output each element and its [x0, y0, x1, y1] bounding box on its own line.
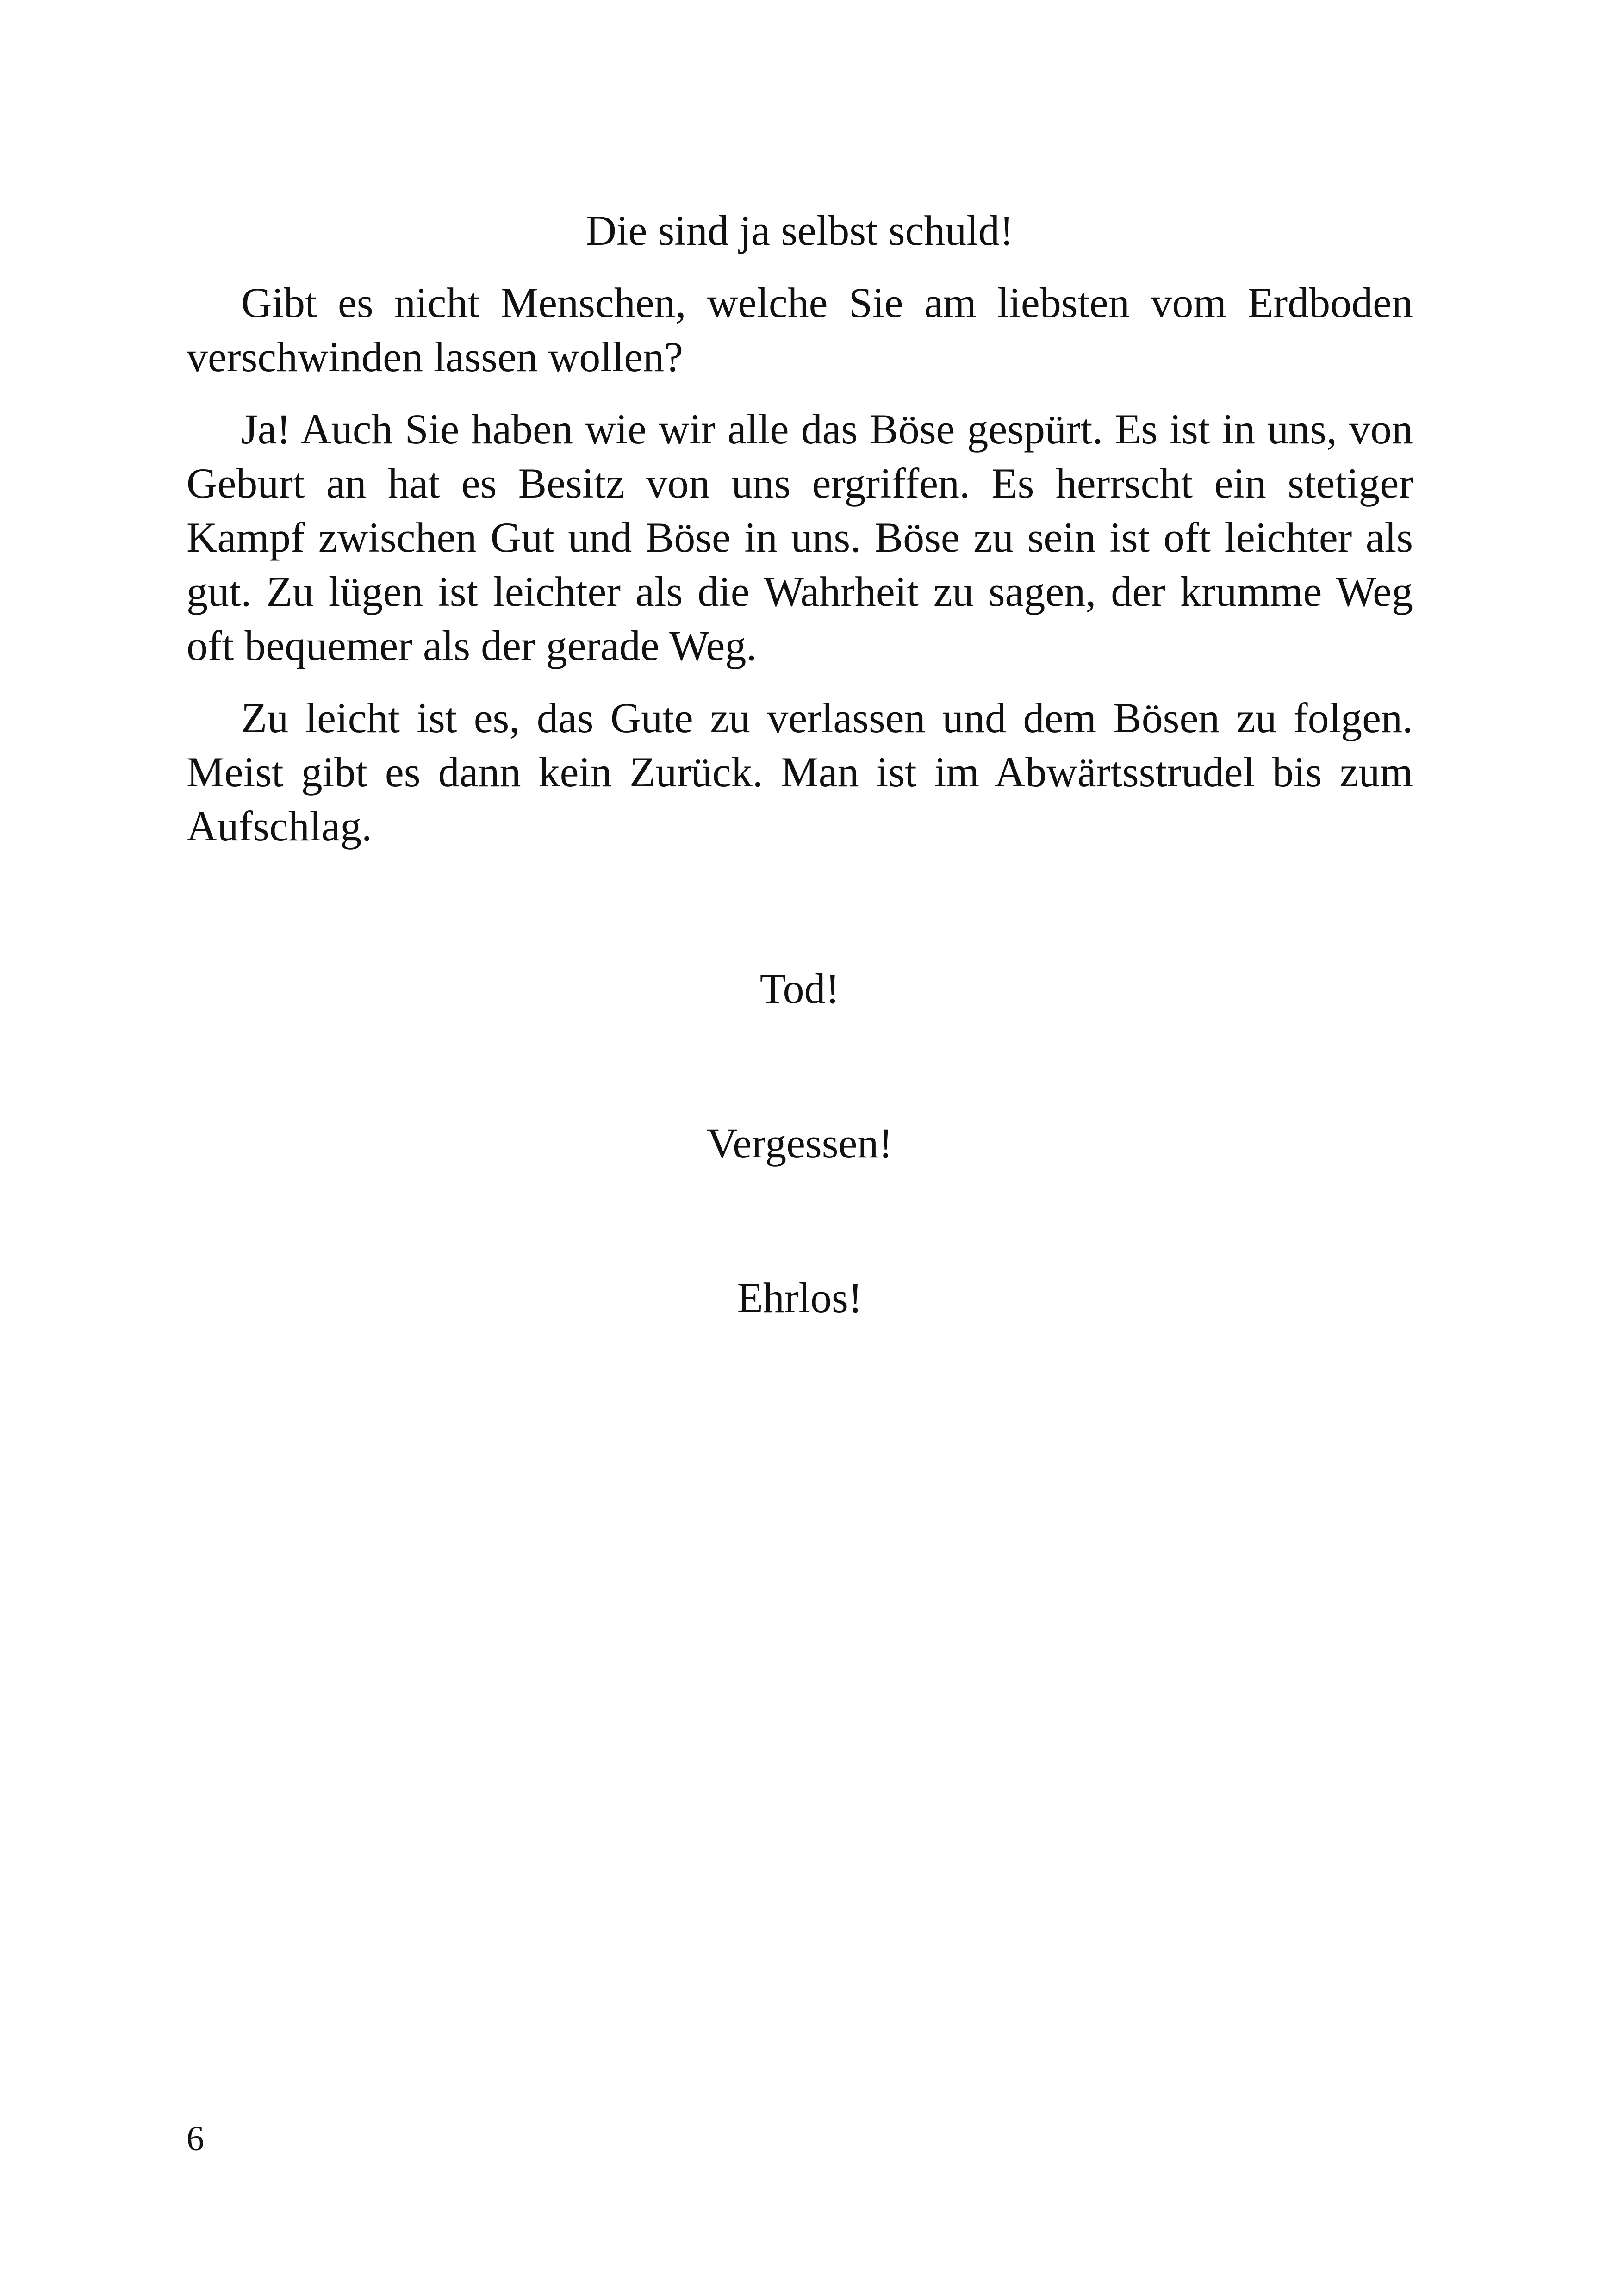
exclamation-tod: Tod! [759, 965, 840, 1012]
opening-line: Die sind ja selbst schuld! [585, 207, 1014, 254]
paragraph-2: Ja! Auch Sie haben wie wir alle das Böse gespürt. Es ist in uns, von Geburt an hat es Besitz von uns ergriffen. Es herrscht ein stetiger Kampf zwischen Gut und Böse in uns. Böse zu sein ist oft leichter als gut. Zu lügen ist leichter als die Wahrheit zu sagen, der krumme Weg oft bequemer als der gerade Weg. [187, 405, 1413, 669]
exclamation-vergessen: Vergessen! [707, 1120, 893, 1167]
paragraph-3: Zu leicht ist es, das Gute zu verlassen und dem Bösen zu folgen. Meist gibt es dann kein Zurück. Man ist im Abwärtsstrudel bis zum Aufschlag. [187, 694, 1413, 850]
exclamation-ehrlos: Ehrlos! [737, 1274, 863, 1321]
page-number: 6 [187, 2119, 204, 2158]
paragraph-1: Gibt es nicht Menschen, welche Sie am liebsten vom Erdboden verschwinden lassen wollen? [187, 279, 1413, 380]
main-text-block [187, 204, 1413, 853]
